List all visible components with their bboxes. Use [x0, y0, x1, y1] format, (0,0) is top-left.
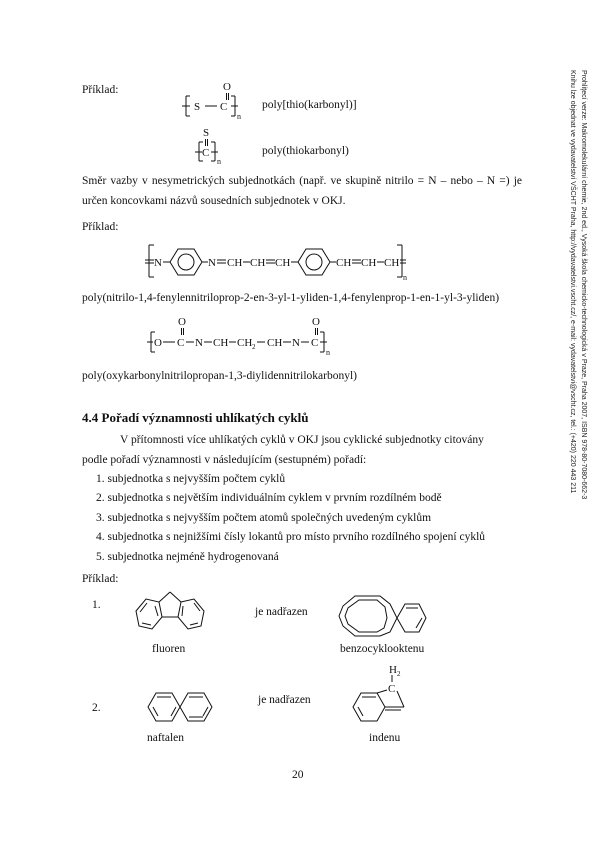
example-number-1: 1. [92, 599, 101, 611]
struct-name-2: poly(thiokarbonyl) [262, 145, 349, 157]
fluoren-label: fluoren [152, 643, 186, 655]
list-item: 2. subjednotka s největším individuálním cyklem v prvním rozdílném bodě [96, 492, 442, 505]
example-number-2: 2. [92, 702, 101, 714]
indene-c: C [388, 683, 396, 695]
s4-n2: N [292, 337, 300, 349]
indene-h: H [389, 664, 397, 676]
example-label-3: Příklad: [82, 573, 119, 585]
s4-ch1: CH [213, 337, 229, 349]
s3-n: n [403, 273, 407, 282]
s1-carbon: C [220, 101, 228, 113]
s4-sub2: 2 [252, 343, 256, 351]
list-item: 1. subjednotka s nejvyšším počtem cyklů [96, 473, 286, 485]
s4-ch3: CH [267, 337, 283, 349]
s4-ch2: CH [237, 337, 253, 349]
s4-o1: O [178, 316, 186, 328]
s4-n: n [326, 348, 330, 357]
s4-c2: C [311, 337, 319, 349]
benzocyclooctene-structure [335, 590, 435, 640]
s3-ch2: CH [250, 257, 266, 269]
naphthalene-structure [140, 686, 220, 728]
page-number: 20 [292, 769, 304, 781]
indene-h-sub: 2 [397, 670, 401, 678]
list-item: 4. subjednotka s nejnižšími čísly lokantů pro místo prvního rozdílného spojení cyklů [96, 531, 486, 544]
side-note-line-1: Prohlíţecí verze: Makromolekulární chemie, 2nd ed., Vysoká škola chemicko-technologická v Praze, Praha 2007, ISBN 978-80-7080-662-3 [580, 70, 587, 500]
s1-n: n [237, 112, 241, 121]
s3-n2: N [208, 257, 216, 269]
s3-ch6: CH [384, 257, 400, 269]
s4-c1: C [177, 337, 185, 349]
s4-o3: O [312, 316, 320, 328]
fluorene-structure [128, 590, 228, 638]
example-label-2: Příklad: [82, 221, 119, 233]
s2-carbon: C [202, 147, 210, 159]
section-heading: 4.4 Pořadí významnosti uhlíkatých cyklů [82, 410, 309, 425]
section-intro-line-1: V přítomnosti více uhlíkatých cyklů v OKJ jsou cyklické subjednotky citovány [120, 434, 484, 446]
indene-structure [345, 660, 425, 730]
s3-ch3: CH [275, 257, 291, 269]
example-label-1: Příklad: [82, 84, 119, 96]
je-nadrazen-1: je nadřazen [255, 606, 308, 618]
struct-name-1: poly[thio(karbonyl)] [262, 99, 357, 111]
list-item: 3. subjednotka s nejvyšším počtem atomů společných uvedeným cyklům [96, 511, 432, 524]
s1-oxygen: O [223, 81, 231, 93]
list-item: 5. subjednotka nejméně hydrogenovaná [96, 550, 279, 563]
je-nadrazen-2: je nadřazen [258, 694, 311, 706]
s4-n1: N [195, 337, 203, 349]
s3-ch5: CH [361, 257, 377, 269]
side-note [563, 70, 589, 590]
polymer-structure-3 [140, 242, 430, 282]
indenu-label: indenu [369, 732, 401, 744]
polymer-structure-4 [145, 313, 335, 359]
benzocyklooktenu-label: benzocyklooktenu [340, 643, 425, 655]
section-intro-line-2: podle pořadí významnosti v následujícím (sestupném) pořadí: [82, 454, 367, 466]
s3-ch4: CH [336, 257, 352, 269]
s3-ch1: CH [227, 257, 243, 269]
paragraph-direction: Směr vazby v nesymetrických subjednotkách (např. ve skupině nitrilo = N – nebo – N =) je určen koncovkami názvů sousedních subjednotek v OKJ. [82, 175, 522, 207]
thio-carbonyl-structures [180, 78, 250, 168]
naftalen-label: naftalen [147, 732, 185, 744]
s2-n: n [217, 157, 221, 166]
s1-sulfur: S [194, 101, 201, 113]
priority-list [96, 470, 485, 567]
s3-n1: N [154, 257, 162, 269]
s4-o2: O [154, 337, 162, 349]
struct-name-3: poly(nitrilo-1,4-fenylennitriloprop-2-en-3-yl-1-yliden-1,4-fenylenprop-1-en-1-yl-3-yliden) [82, 292, 500, 304]
struct-name-4: poly(oxykarbonylnitrilopropan-1,3-diylidennitrilokarbonyl) [82, 370, 357, 382]
side-note-line-2: Knihu lze objednat ve vydavatelství VŠCHT Praha, http://vydavatelstvi.vscht.cz/, e-mail: vydavatelstvi@vscht.cz, tel.: (+420) 220 443 211 [569, 70, 576, 494]
s2-sulfur: S [203, 127, 210, 139]
